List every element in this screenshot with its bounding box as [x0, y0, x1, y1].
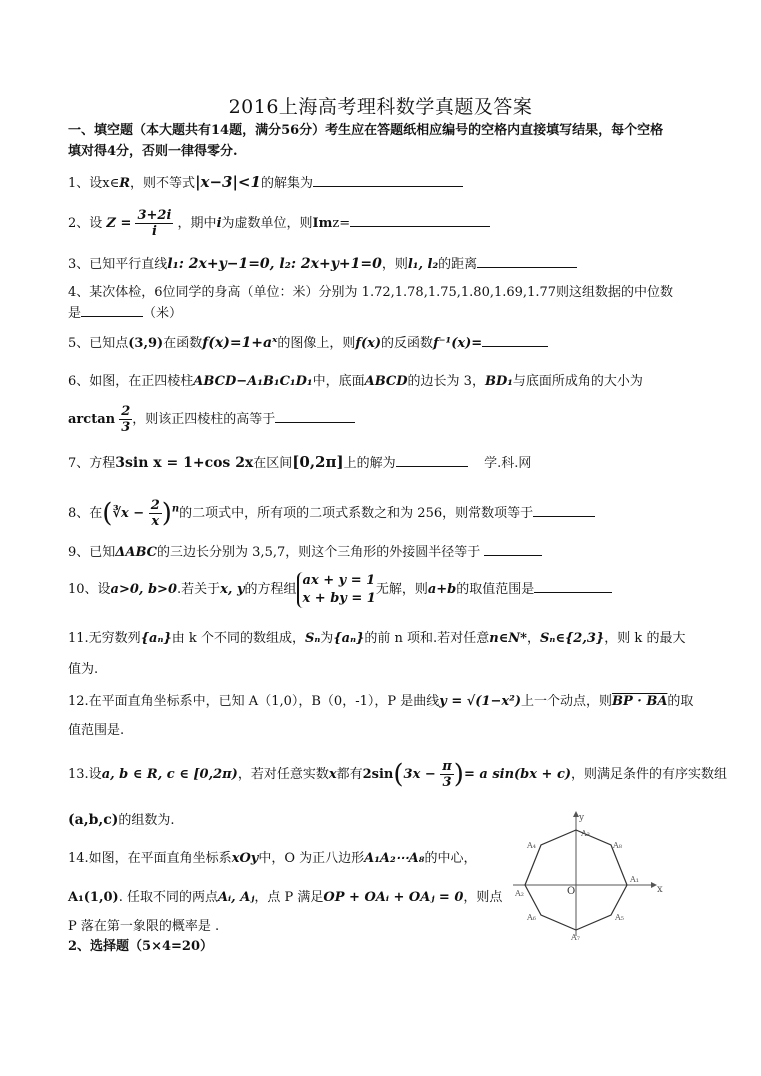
question-9: 9、已知ΔABC的三边长分别为 3,5,7，则这个三角形的外接圆半径等于 [68, 543, 542, 562]
answer-blank [482, 334, 548, 347]
octagon-figure [505, 808, 675, 943]
x-axis-label: x [657, 884, 663, 895]
answer-blank [350, 214, 490, 227]
fraction: $\frac{\pi}{3}$ [442, 759, 452, 790]
page-title: 2016上海高考理科数学真题及答案 [228, 96, 533, 118]
question-4-line1: 4、某次体检，6位同学的身高（单位：米）分别为 1.72,1.78,1.75,1.80,1.69,1.77则这组数据的中位数 [68, 285, 674, 300]
question-13-line2: (a,b,c)的组数为. [68, 812, 175, 828]
question-5: 5、已知点(3,9)在函数f(x)=1+aˣ的图像上，则f(x)的反函数f⁻¹(x)= [68, 334, 548, 353]
answer-blank [533, 504, 595, 517]
answer-blank [396, 454, 468, 467]
vertex-label-a6: A₆ [527, 913, 536, 922]
question-14-line2: A₁(1,0). 任取不同的两点Aᵢ, Aⱼ，点 P 满足OP + OAᵢ + OAⱼ = 0，则点 [68, 890, 503, 905]
fraction: $\frac{2}{3}$ [121, 404, 131, 435]
answer-blank [477, 255, 577, 268]
question-4-line2: 是 （米） [68, 306, 183, 321]
question-3: 3、已知平行直线l₁: 2x+y−1=0, l₂: 2x+y+1=0，则l₁, l₂的距离 [68, 255, 577, 274]
vertex-label-a5: A₅ [615, 913, 624, 922]
answer-blank [484, 543, 542, 556]
question-6-line2: arctan $\frac{2}{3}$ ，则该正四棱柱的高等于 [68, 404, 355, 435]
question-7: 7、方程3sin x = 1+cos 2x在区间[0,2π]上的解为 学.科.网 [68, 453, 532, 471]
watermark-text: 学.科.网 [484, 456, 532, 471]
origin-label: O [567, 886, 576, 897]
section1-instructions-line2: 填对得4分，否则一律得零分. [68, 144, 238, 159]
question-14-line3: P 落在第一象限的概率是 . [68, 919, 220, 934]
question-10: 10、设a>0, b>0.若关于x, y的方程组 ax + y = 1 x + by = 1 无解，则a+b的取值范围是 [68, 571, 612, 609]
question-6-line1: 6、如图，在正四棱柱ABCD−A₁B₁C₁D₁中，底面ABCD的边长为 3，BD₁与底面所成角的大小为 [68, 374, 643, 389]
equation-system: ax + y = 1 x + by = 1 [297, 572, 376, 608]
answer-blank [81, 304, 143, 317]
question-14-line1: 14.如图，在平面直角坐标系xOy中，O 为正八边形A₁A₂⋯A₈的中心， [68, 851, 477, 866]
answer-blank [534, 580, 612, 593]
section2-heading: 2、选择题（5×4=20） [68, 939, 214, 954]
question-2: 2、设 Z = $\frac{3+2i}{i}$ ，期中i为虚数单位，则Imz= [68, 208, 490, 239]
vertex-label-a2: A₂ [515, 889, 524, 898]
vertex-label-a8: A₈ [613, 841, 622, 850]
question-13-line1: 13.设a, b ∈ R, c ∈ [0,2π)，若对任意实数x都有2sin(3x − $\frac{\pi}{3}$ )= a sin(bx + c)，则满足条件的有序实数组 [68, 759, 728, 790]
vertex-label-a4: A₄ [527, 841, 536, 850]
vertex-label-a3: A₃ [581, 829, 590, 838]
question-11-line2: 值为. [68, 662, 99, 677]
answer-blank [313, 174, 463, 187]
question-1: 1、设x∈R，则不等式|x−3|<1的解集为 [68, 173, 463, 193]
vertex-label-a7: A₇ [571, 933, 580, 942]
question-12-line1: 12.在平面直角坐标系中，已知 A（1,0），B（0，-1），P 是曲线y = √(1−x²)上一个动点，则BP · BA的取 [68, 694, 694, 709]
y-axis-label: y [579, 813, 585, 823]
fraction: $\frac{2}{x}$ [150, 498, 160, 529]
section1-instructions-line1: 一、填空题（本大题共有14题，满分56分）考生应在答题纸相应编号的空格内直接填写结果，每个空格 [68, 123, 664, 138]
question-11-line1: 11.无穷数列{aₙ}由 k 个不同的数组成，Sₙ为{aₙ}的前 n 项和.若对任意n∈N*，Sₙ∈{2,3}，则 k 的最大 [68, 631, 686, 646]
question-8: 8、在(∛x − $\frac{2}{x}$ )$^n$的二项式中，所有项的二项式系数之和为 256，则常数项等于 [68, 498, 595, 529]
vertex-label-a1: A₁ [630, 875, 639, 884]
question-12-line2: 值范围是. [68, 723, 125, 738]
answer-blank [275, 410, 355, 423]
fraction: $\frac{3+2i}{i}$ [137, 208, 172, 239]
